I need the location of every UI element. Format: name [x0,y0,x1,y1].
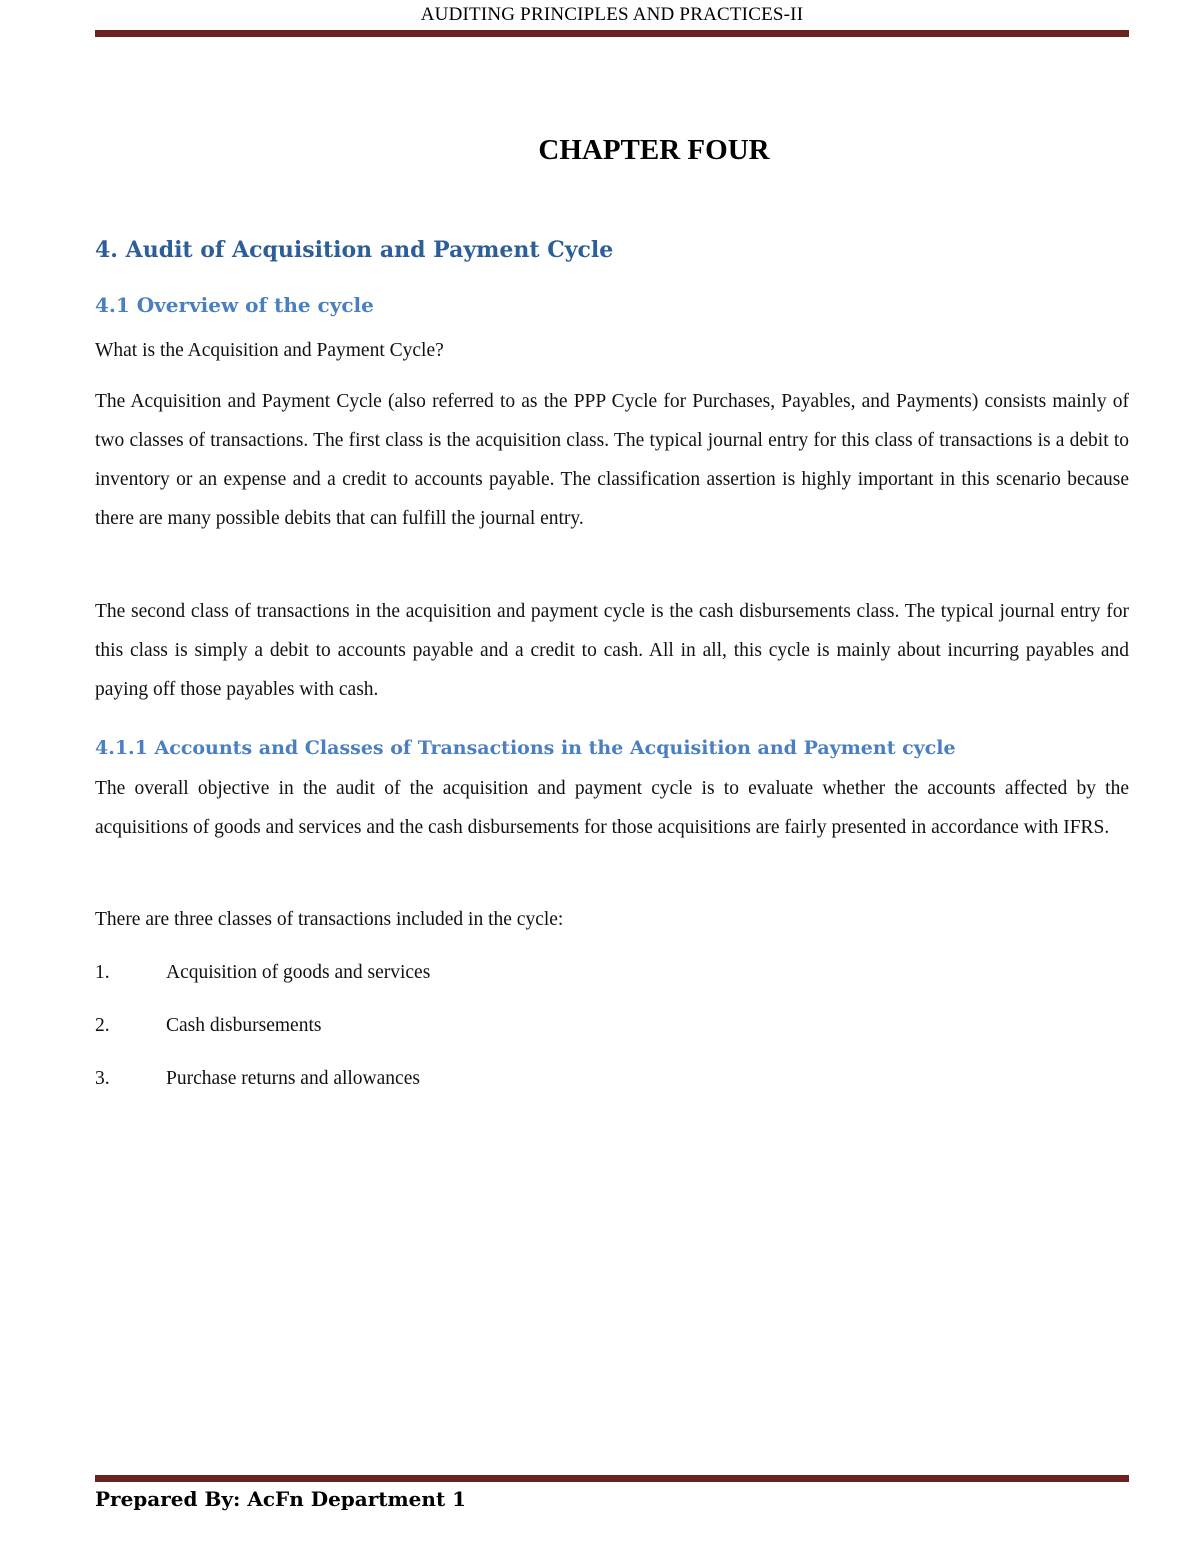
list-item-number: 1. [95,962,110,983]
running-header: AUDITING PRINCIPLES AND PRACTICES-II [420,4,804,25]
subsection-heading: 4.1 Overview of the cycle [95,293,374,317]
list-item-number: 3. [95,1068,110,1089]
overview-question: What is the Acquisition and Payment Cycle? [95,340,444,361]
overview-paragraph-1: The Acquisition and Payment Cycle (also referred to as the PPP Cycle for Purchases, Payables, and Payments) consists mainly of two classes of transactions. The first class is the acquisition class. The typical journal entry for this class of transactions is a debit to inventory or an expense and a credit to accounts payable. The classification assertion is highly important in this scenario because there are many possible debits that can fulfill the journal entry. [95,391,1129,529]
list-item-text: Cash disbursements [166,1015,322,1036]
section-heading: 4. Audit of Acquisition and Payment Cycle [95,237,614,263]
subsubsection-heading: 4.1.1 Accounts and Classes of Transactions in the Acquisition and Payment cycle [95,737,956,759]
classes-intro-paragraph: There are three classes of transactions included in the cycle: [95,909,564,930]
transaction-classes-list [95,952,430,1111]
chapter-title: CHAPTER FOUR [538,134,770,166]
list-item [95,1058,430,1111]
objective-paragraph: The overall objective in the audit of the acquisition and payment cycle is to evaluate whether the accounts affected by the acquisitions of goods and services and the cash disbursements for those acquisitions are fairly presented in accordance with IFRS. [95,778,1129,838]
list-item [95,1005,430,1058]
list-item-number: 2. [95,1015,110,1036]
overview-paragraph-2: The second class of transactions in the acquisition and payment cycle is the cash disbursements class. The typical journal entry for this class is simply a debit to accounts payable and a credit to cash. All in all, this cycle is mainly about incurring payables and paying off those payables with cash. [95,601,1129,700]
list-item [95,952,430,1005]
list-item-text: Purchase returns and allowances [166,1068,420,1089]
header-rule [95,30,1129,37]
page-footer: Prepared By: AcFn Department 1 [95,1487,467,1511]
footer-rule [95,1475,1129,1482]
list-item-text: Acquisition of goods and services [166,962,431,983]
